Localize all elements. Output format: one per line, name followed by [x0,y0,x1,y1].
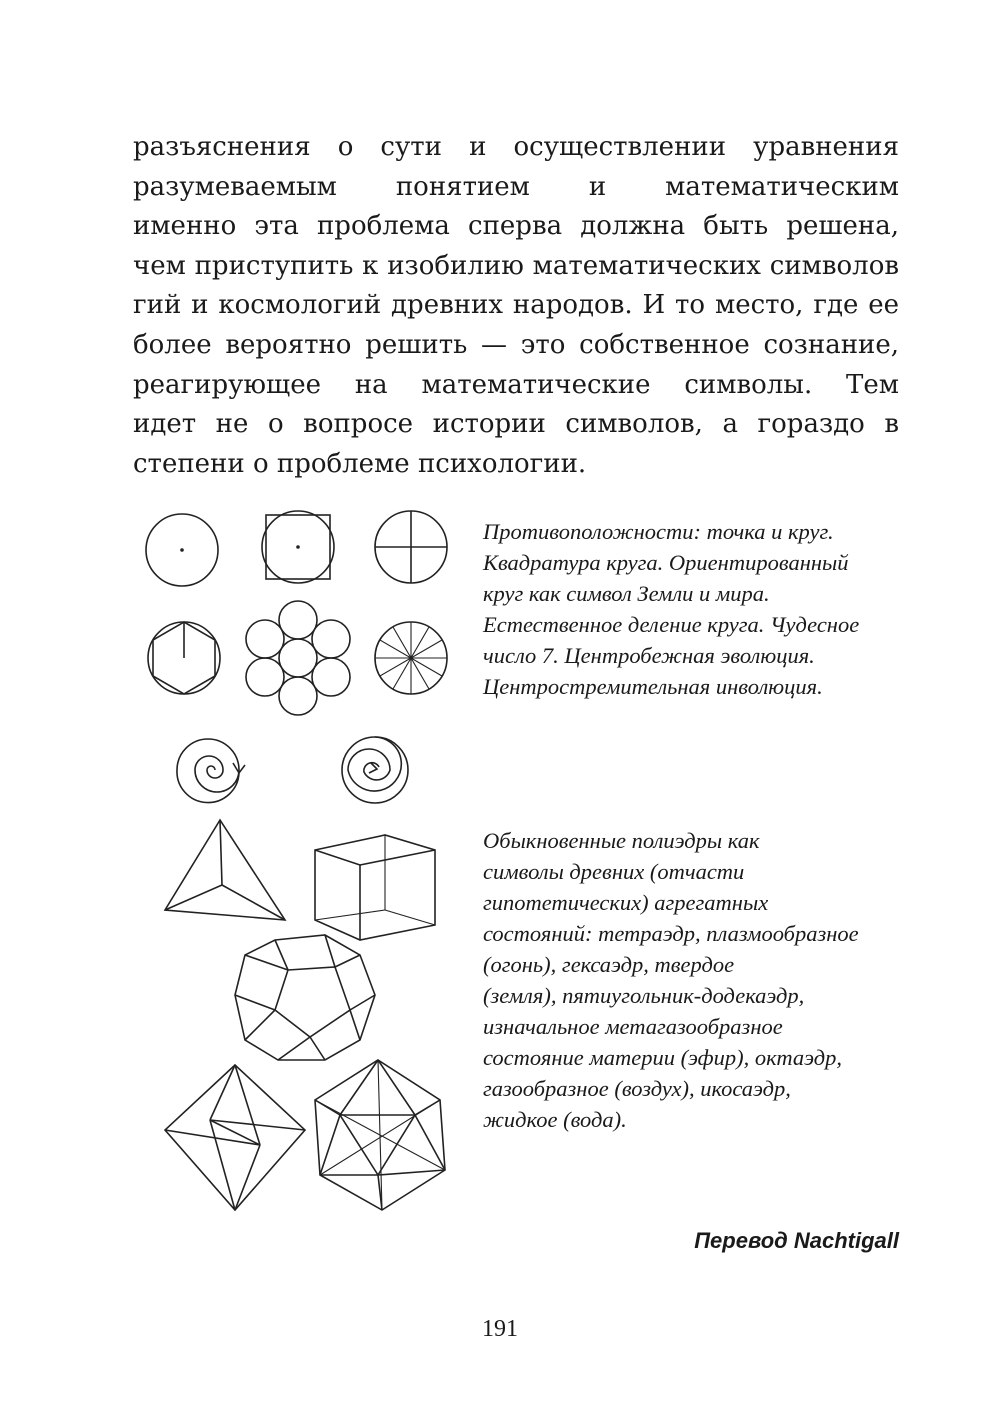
divided-circle-symbol [375,622,447,694]
caption-line: Естественное деление круга. Чудесное [483,612,860,637]
point-and-circle-symbol [146,514,218,586]
body-line: разъяснения о сути и осуществлении уравнения [133,132,899,162]
caption-line: (огонь), гексаэдр, твердое [483,952,735,977]
cube-drawing [315,835,435,940]
caption-line: круг как символ Земли и мира. [483,581,770,606]
caption-line: Центростремительная инволюция. [483,674,823,699]
caption-line: число 7. Центробежная эволюция. [483,643,815,668]
octahedron-drawing [165,1065,305,1210]
body-line: гий и космологий древних народов. И то место, где ее [133,290,899,321]
tetrahedron-drawing [165,820,285,920]
caption-line: состояние материи (эфир), октаэдр, [483,1045,843,1070]
body-line: разумеваемым понятием и математическим [133,171,899,202]
caption-line: символы древних (отчасти [483,859,745,884]
icosahedron-drawing [315,1060,445,1210]
caption-line: состояний: тетраэдр, плазмообразное [483,921,859,946]
caption-line: газообразное (воздух), икосаэдр, [483,1076,791,1101]
dodecahedron-drawing [235,935,375,1060]
polyhedra-figure [160,815,460,1215]
circle-symbols-figure [135,505,465,815]
body-line: именно эта проблема сперва должна быть решена, [133,211,899,242]
body-line: более вероятно решить — это собственное сознание, [133,329,899,360]
caption-line: жидкое (вода). [483,1107,627,1132]
caption-line: гипотетических) агрегатных [483,890,769,915]
spiral-involution-symbol [342,737,408,803]
translator-credit: Перевод Nachtigall [694,1228,899,1253]
caption-line: изначальное метагазообразное [483,1014,783,1039]
polyhedra-caption [483,825,903,1135]
page-number: 191 [482,1316,518,1342]
body-line: чем приступить к изобилию математических символов [133,250,899,281]
seven-circles-symbol [246,601,350,715]
caption-line: Обыкновенные полиэдры как [483,828,760,853]
hexagon-circle-symbol [148,622,220,694]
caption-line: Квадратура круга. Ориентированный [483,550,849,575]
body-paragraph [133,128,899,484]
body-line: реагирующее на математические символы. Тем [133,369,899,400]
caption-line: Противоположности: точка и круг. [483,519,834,544]
circle-symbols-caption [483,516,903,702]
squaring-circle-symbol [262,511,334,583]
body-line: степени о проблеме психологии. [133,448,587,479]
oriented-circle-symbol [375,511,447,583]
caption-line: (земля), пятиугольник-додекаэдр, [483,983,805,1008]
body-line: идет не о вопросе истории символов, а гораздо в [133,409,899,440]
spiral-evolution-symbol [177,739,245,803]
